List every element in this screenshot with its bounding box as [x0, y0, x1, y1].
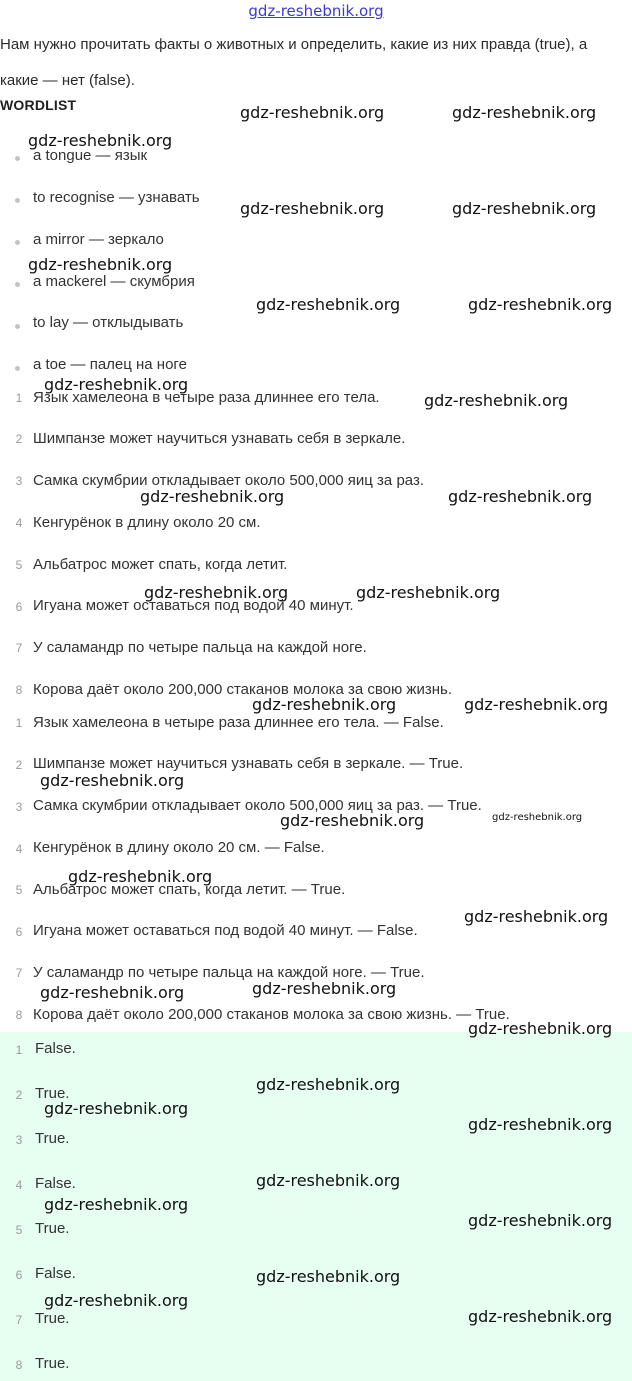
answer-item: Язык хамелеона в четыре раза длиннее его тела. — False. [33, 714, 444, 731]
answer-number: 8 [15, 1008, 23, 1022]
fact-item: Кенгурёнок в длину около 20 см. [33, 514, 261, 531]
fact-item: Язык хамелеона в четыре раза длиннее его тела. [33, 389, 380, 406]
watermark: gdz-reshebnik.org [140, 487, 285, 506]
wordlist-item: to recognise — узнавать [33, 189, 200, 206]
watermark: gdz-reshebnik.org [468, 1019, 613, 1038]
fact-number: 2 [15, 432, 23, 446]
watermark: gdz-reshebnik.org [468, 1211, 613, 1230]
fact-number: 3 [15, 474, 23, 488]
header-watermark-link[interactable]: gdz-reshebnik.org [248, 2, 384, 20]
watermark: gdz-reshebnik.org [452, 199, 597, 218]
watermark: gdz-reshebnik.org [44, 1291, 189, 1310]
answer-number: 6 [15, 925, 23, 939]
answer-number: 2 [15, 758, 23, 772]
fact-number: 8 [15, 683, 23, 697]
watermark: gdz-reshebnik.org [40, 771, 185, 790]
bullet-icon [15, 366, 20, 371]
answer-number: 5 [15, 883, 23, 897]
fact-number: 6 [15, 600, 23, 614]
watermark: gdz-reshebnik.org [464, 907, 609, 926]
short-answer-number: 1 [15, 1043, 23, 1057]
fact-number: 1 [15, 391, 23, 405]
answer-item: Шимпанзе может научиться узнавать себя в зеркале. — True. [33, 755, 464, 772]
watermark: gdz-reshebnik.org [468, 1307, 613, 1326]
fact-item: У саламандр по четыре пальца на каждой ноге. [33, 639, 367, 656]
answer-number: 7 [15, 966, 23, 980]
watermark: gdz-reshebnik.org [44, 1195, 189, 1214]
watermark: gdz-reshebnik.org [240, 103, 385, 122]
short-answer-number: 2 [15, 1088, 23, 1102]
fact-item: Самка скумбрии откладывает около 500,000 яиц за раз. [33, 472, 425, 489]
watermark: gdz-reshebnik.org [256, 1171, 401, 1190]
watermark: gdz-reshebnik.org [252, 979, 397, 998]
bullet-icon [15, 156, 20, 161]
answer-number: 1 [15, 716, 23, 730]
wordlist-title: WORDLIST [0, 97, 77, 113]
watermark: gdz-reshebnik.org [448, 487, 593, 506]
short-answer-item: True. [35, 1220, 70, 1237]
short-answer-number: 5 [15, 1223, 23, 1237]
watermark: gdz-reshebnik.org [424, 391, 569, 410]
short-answer-item: True. [35, 1085, 70, 1102]
watermark: gdz-reshebnik.org [28, 131, 173, 150]
fact-item: Корова даёт около 200,000 стаканов молока за свою жизнь. [33, 681, 452, 698]
bullet-icon [15, 198, 20, 203]
fact-item: Шимпанзе может научиться узнавать себя в зеркале. [33, 430, 406, 447]
fact-item: Игуана может оставаться под водой 40 минут. [33, 597, 354, 614]
answer-item: Кенгурёнок в длину около 20 см. — False. [33, 839, 325, 856]
wordlist-item: a mackerel — скумбрия [33, 273, 195, 290]
watermark: gdz-reshebnik.org [256, 1267, 401, 1286]
watermark: gdz-reshebnik.org [468, 295, 613, 314]
watermark: gdz-reshebnik.org [464, 695, 609, 714]
fact-number: 5 [15, 558, 23, 572]
answer-item: Альбатрос может спать, когда летит. — True. [33, 881, 346, 898]
wordlist-item: a mirror — зеркало [33, 231, 164, 248]
short-answer-number: 3 [15, 1133, 23, 1147]
watermark: gdz-reshebnik.org [468, 1115, 613, 1134]
bullet-icon [15, 324, 20, 329]
watermark: gdz-reshebnik.org [68, 867, 213, 886]
intro-text: Нам нужно прочитать факты о животных и определить, какие из них правда (true), а какие — нет (false). [0, 36, 588, 89]
answer-number: 3 [15, 800, 23, 814]
answer-item: У саламандр по четыре пальца на каждой ноге. — True. [33, 964, 425, 981]
watermark: gdz-reshebnik.org [280, 811, 425, 830]
short-answer-number: 4 [15, 1178, 23, 1192]
short-answer-number: 7 [15, 1313, 23, 1327]
fact-item: Альбатрос может спать, когда летит. [33, 556, 288, 573]
watermark: gdz-reshebnik.org [492, 812, 583, 823]
watermark: gdz-reshebnik.org [144, 583, 289, 602]
short-answer-item: False. [35, 1040, 76, 1057]
watermark: gdz-reshebnik.org [28, 255, 173, 274]
watermark: gdz-reshebnik.org [256, 295, 401, 314]
watermark: gdz-reshebnik.org [40, 983, 185, 1002]
watermark: gdz-reshebnik.org [256, 1075, 401, 1094]
bullet-icon [15, 282, 20, 287]
short-answer-item: True. [35, 1355, 70, 1372]
watermark: gdz-reshebnik.org [252, 695, 397, 714]
bullet-icon [15, 240, 20, 245]
answer-item: Корова даёт около 200,000 стаканов молока за свою жизнь. — True. [33, 1006, 510, 1023]
short-answer-item: True. [35, 1310, 70, 1327]
short-answer-item: False. [35, 1265, 76, 1282]
short-answer-number: 6 [15, 1268, 23, 1282]
answer-item: Игуана может оставаться под водой 40 минут. — False. [33, 922, 418, 939]
short-answer-item: True. [35, 1130, 70, 1147]
wordlist-item: a toe — палец на ноге [33, 356, 187, 373]
wordlist-item: a tongue — язык [33, 147, 148, 164]
short-answer-item: False. [35, 1175, 76, 1192]
watermark: gdz-reshebnik.org [240, 199, 385, 218]
wordlist-item: to lay — отклыдывать [33, 314, 184, 331]
fact-number: 7 [15, 641, 23, 655]
answer-number: 4 [15, 842, 23, 856]
answer-item: Самка скумбрии откладывает около 500,000 яиц за раз. — True. [33, 797, 482, 814]
short-answer-number: 8 [15, 1358, 23, 1372]
watermark: gdz-reshebnik.org [452, 103, 597, 122]
watermark: gdz-reshebnik.org [44, 375, 189, 394]
watermark: gdz-reshebnik.org [356, 583, 501, 602]
watermark: gdz-reshebnik.org [44, 1099, 189, 1118]
fact-number: 4 [15, 516, 23, 530]
